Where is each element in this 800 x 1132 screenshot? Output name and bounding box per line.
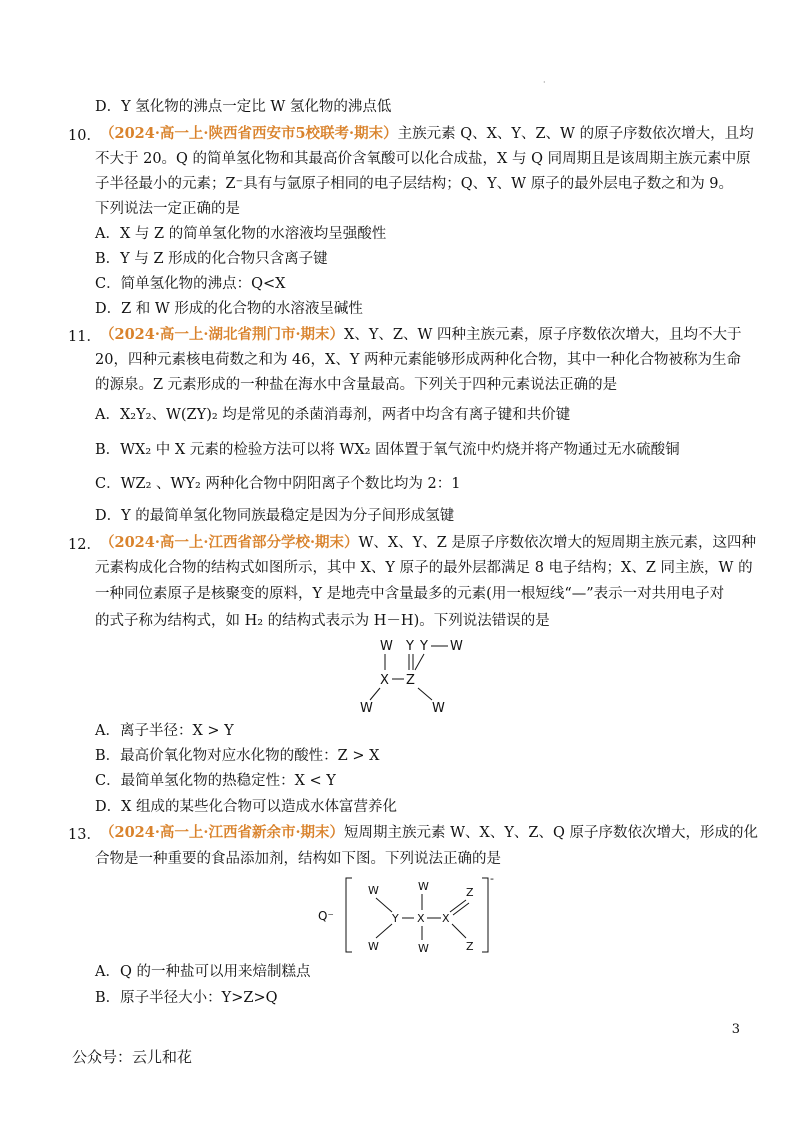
question-number: 12． bbox=[68, 537, 101, 553]
atom-w3: W bbox=[368, 940, 379, 953]
question-stem-line: 一种同位素原子是核聚变的原料，Y 是地壳中含量最多的元素(用一根短线“—”表示一对共用电子对 bbox=[95, 586, 725, 602]
option-d: D．X 组成的某些化合物可以造成水体富营养化 bbox=[95, 799, 398, 815]
option-b: B．Y 与 Z 形成的化合物只含离子键 bbox=[95, 251, 328, 267]
atom-y-top: Y bbox=[406, 639, 414, 654]
option-b: B．WX₂ 中 X 元素的检验方法可以将 WX₂ 固体置于氧气流中灼烧并将产物通过无水硫酸铜 bbox=[95, 442, 680, 458]
stem-text: 短周期主族元素 W、X、Y、Z、Q 原子序数依次增大，形成的化 bbox=[344, 825, 758, 841]
option-c: C．最简单氢化物的热稳定性：X < Y bbox=[95, 773, 336, 789]
atom-x: X bbox=[380, 673, 389, 688]
question-stem-line bbox=[100, 325, 741, 345]
bond-z-w bbox=[418, 688, 432, 700]
stem-text: X、Y、Z、W 四种主族元素，原子序数依次增大，且均不大于 bbox=[344, 327, 742, 343]
question-number: 10． bbox=[68, 128, 101, 144]
question-source: （2024·高一上·陕西省西安市5校联考·期末） bbox=[100, 125, 398, 142]
bond-y-w3 bbox=[376, 924, 392, 938]
atom-x2: X bbox=[442, 912, 450, 925]
question-source: （2024·高一上·湖北省荆门市·期末） bbox=[100, 326, 344, 343]
atom-q-ion: Q⁻ bbox=[318, 909, 334, 923]
bond-w1-y bbox=[376, 898, 392, 912]
question-source: （2024·高一上·江西省部分学校·期末） bbox=[100, 534, 359, 551]
bracket-right bbox=[482, 878, 488, 952]
atom-z: Z bbox=[406, 673, 415, 688]
question-number: 11． bbox=[68, 329, 101, 345]
option-d: D．Y 的最简单氢化物同族最稳定是因为分子间形成氢键 bbox=[95, 508, 455, 524]
stem-text: W、X、Y、Z 是原子序数依次增大的短周期主族元素，这四种 bbox=[358, 535, 756, 551]
charge-sign: - bbox=[490, 872, 494, 885]
stem-text: 主族元素 Q、X、Y、Z、W 的原子序数依次增大，且均 bbox=[397, 126, 754, 142]
bracket-left bbox=[346, 878, 352, 952]
structural-formula-q13 bbox=[310, 872, 510, 964]
question-stem-line: 的源泉。Z 元素形成的一种盐在海水中含量最高。下列关于四种元素说法正确的是 bbox=[95, 377, 618, 393]
atom-z2: Z bbox=[466, 940, 474, 953]
atom-w2: W bbox=[418, 880, 429, 893]
option-b: B．原子半径大小：Y>Z>Q bbox=[95, 990, 278, 1006]
bond-x-w bbox=[370, 688, 380, 700]
question-stem-line: 20，四种元素核电荷数之和为 46，X、Y 两种元素能够形成两种化合物，其中一种化合物被称为生命 bbox=[95, 352, 742, 368]
option-a: A．X 与 Z 的简单氢化物的水溶液均呈强酸性 bbox=[95, 226, 387, 242]
question-source: （2024·高一上·江西省新余市·期末） bbox=[100, 824, 344, 841]
option-c: C．简单氢化物的沸点：Q<X bbox=[95, 276, 286, 292]
bond-y-z bbox=[415, 654, 424, 670]
question-number: 13． bbox=[68, 827, 101, 843]
option-a: A．离子半径：X > Y bbox=[95, 723, 234, 739]
page-number: 3 bbox=[731, 1022, 740, 1037]
atom-w1: W bbox=[368, 884, 379, 897]
option-a: A．X₂Y₂、W(ZY)₂ 均是常见的杀菌消毒剂，两者中均含有离子键和共价键 bbox=[95, 407, 571, 423]
option-c: C．WZ₂ 、WY₂ 两种化合物中阴阳离子个数比均为 2：1 bbox=[95, 476, 461, 492]
atom-w4: W bbox=[418, 942, 429, 955]
option-d: D．Z 和 W 形成的化合物的水溶液呈碱性 bbox=[95, 301, 363, 317]
atom-y-right: Y bbox=[420, 639, 428, 654]
prev-option-d: D．Y 氢化物的沸点一定比 W 氢化物的沸点低 bbox=[95, 99, 392, 115]
question-stem-line: 元素构成化合物的结构式如图所示，其中 X、Y 原子的最外层都满足 8 电子结构；X、Z 同主族，W 的 bbox=[95, 560, 753, 576]
atom-w-br: W bbox=[432, 701, 445, 716]
question-stem-line bbox=[100, 823, 758, 843]
atom-z1: Z bbox=[466, 886, 474, 899]
atom-x1: X bbox=[417, 912, 425, 925]
bond-x-z1-b bbox=[453, 903, 469, 915]
question-stem-line: 子半径最小的元素；Z⁻具有与氩原子相同的电子层结构；Q、Y、W 原子的最外层电子数之和为 9。 bbox=[95, 176, 734, 192]
question-stem-line: 下列说法一定正确的是 bbox=[95, 201, 240, 217]
structural-formula-q12 bbox=[340, 636, 500, 720]
footer-account: 公众号：云儿和花 bbox=[72, 1048, 193, 1066]
question-stem-line: 不大于 20。Q 的简单氢化物和其最高价含氧酸可以化合成盐，X 与 Q 同周期且是该周期主族元素中原 bbox=[95, 151, 751, 167]
atom-w-bl: W bbox=[360, 701, 373, 716]
question-stem-line: 的式子称为结构式，如 H₂ 的结构式表示为 H－H)。下列说法错误的是 bbox=[95, 613, 550, 629]
bond-x-z2 bbox=[452, 924, 466, 938]
atom-w-right: W bbox=[450, 639, 463, 654]
atom-y: Y bbox=[392, 912, 399, 925]
option-a: A．Q 的一种盐可以用来焙制糕点 bbox=[95, 964, 311, 980]
question-stem-line bbox=[100, 533, 756, 553]
bond-x-z1-a bbox=[450, 900, 466, 912]
option-b: B．最高价氧化物对应水化物的酸性：Z > X bbox=[95, 748, 380, 764]
atom-w-top: W bbox=[380, 639, 393, 654]
question-stem-line: 合物是一种重要的食品添加剂，结构如下图。下列说法正确的是 bbox=[95, 851, 501, 867]
stray-dot: · bbox=[543, 78, 546, 87]
question-stem-line bbox=[100, 124, 754, 144]
